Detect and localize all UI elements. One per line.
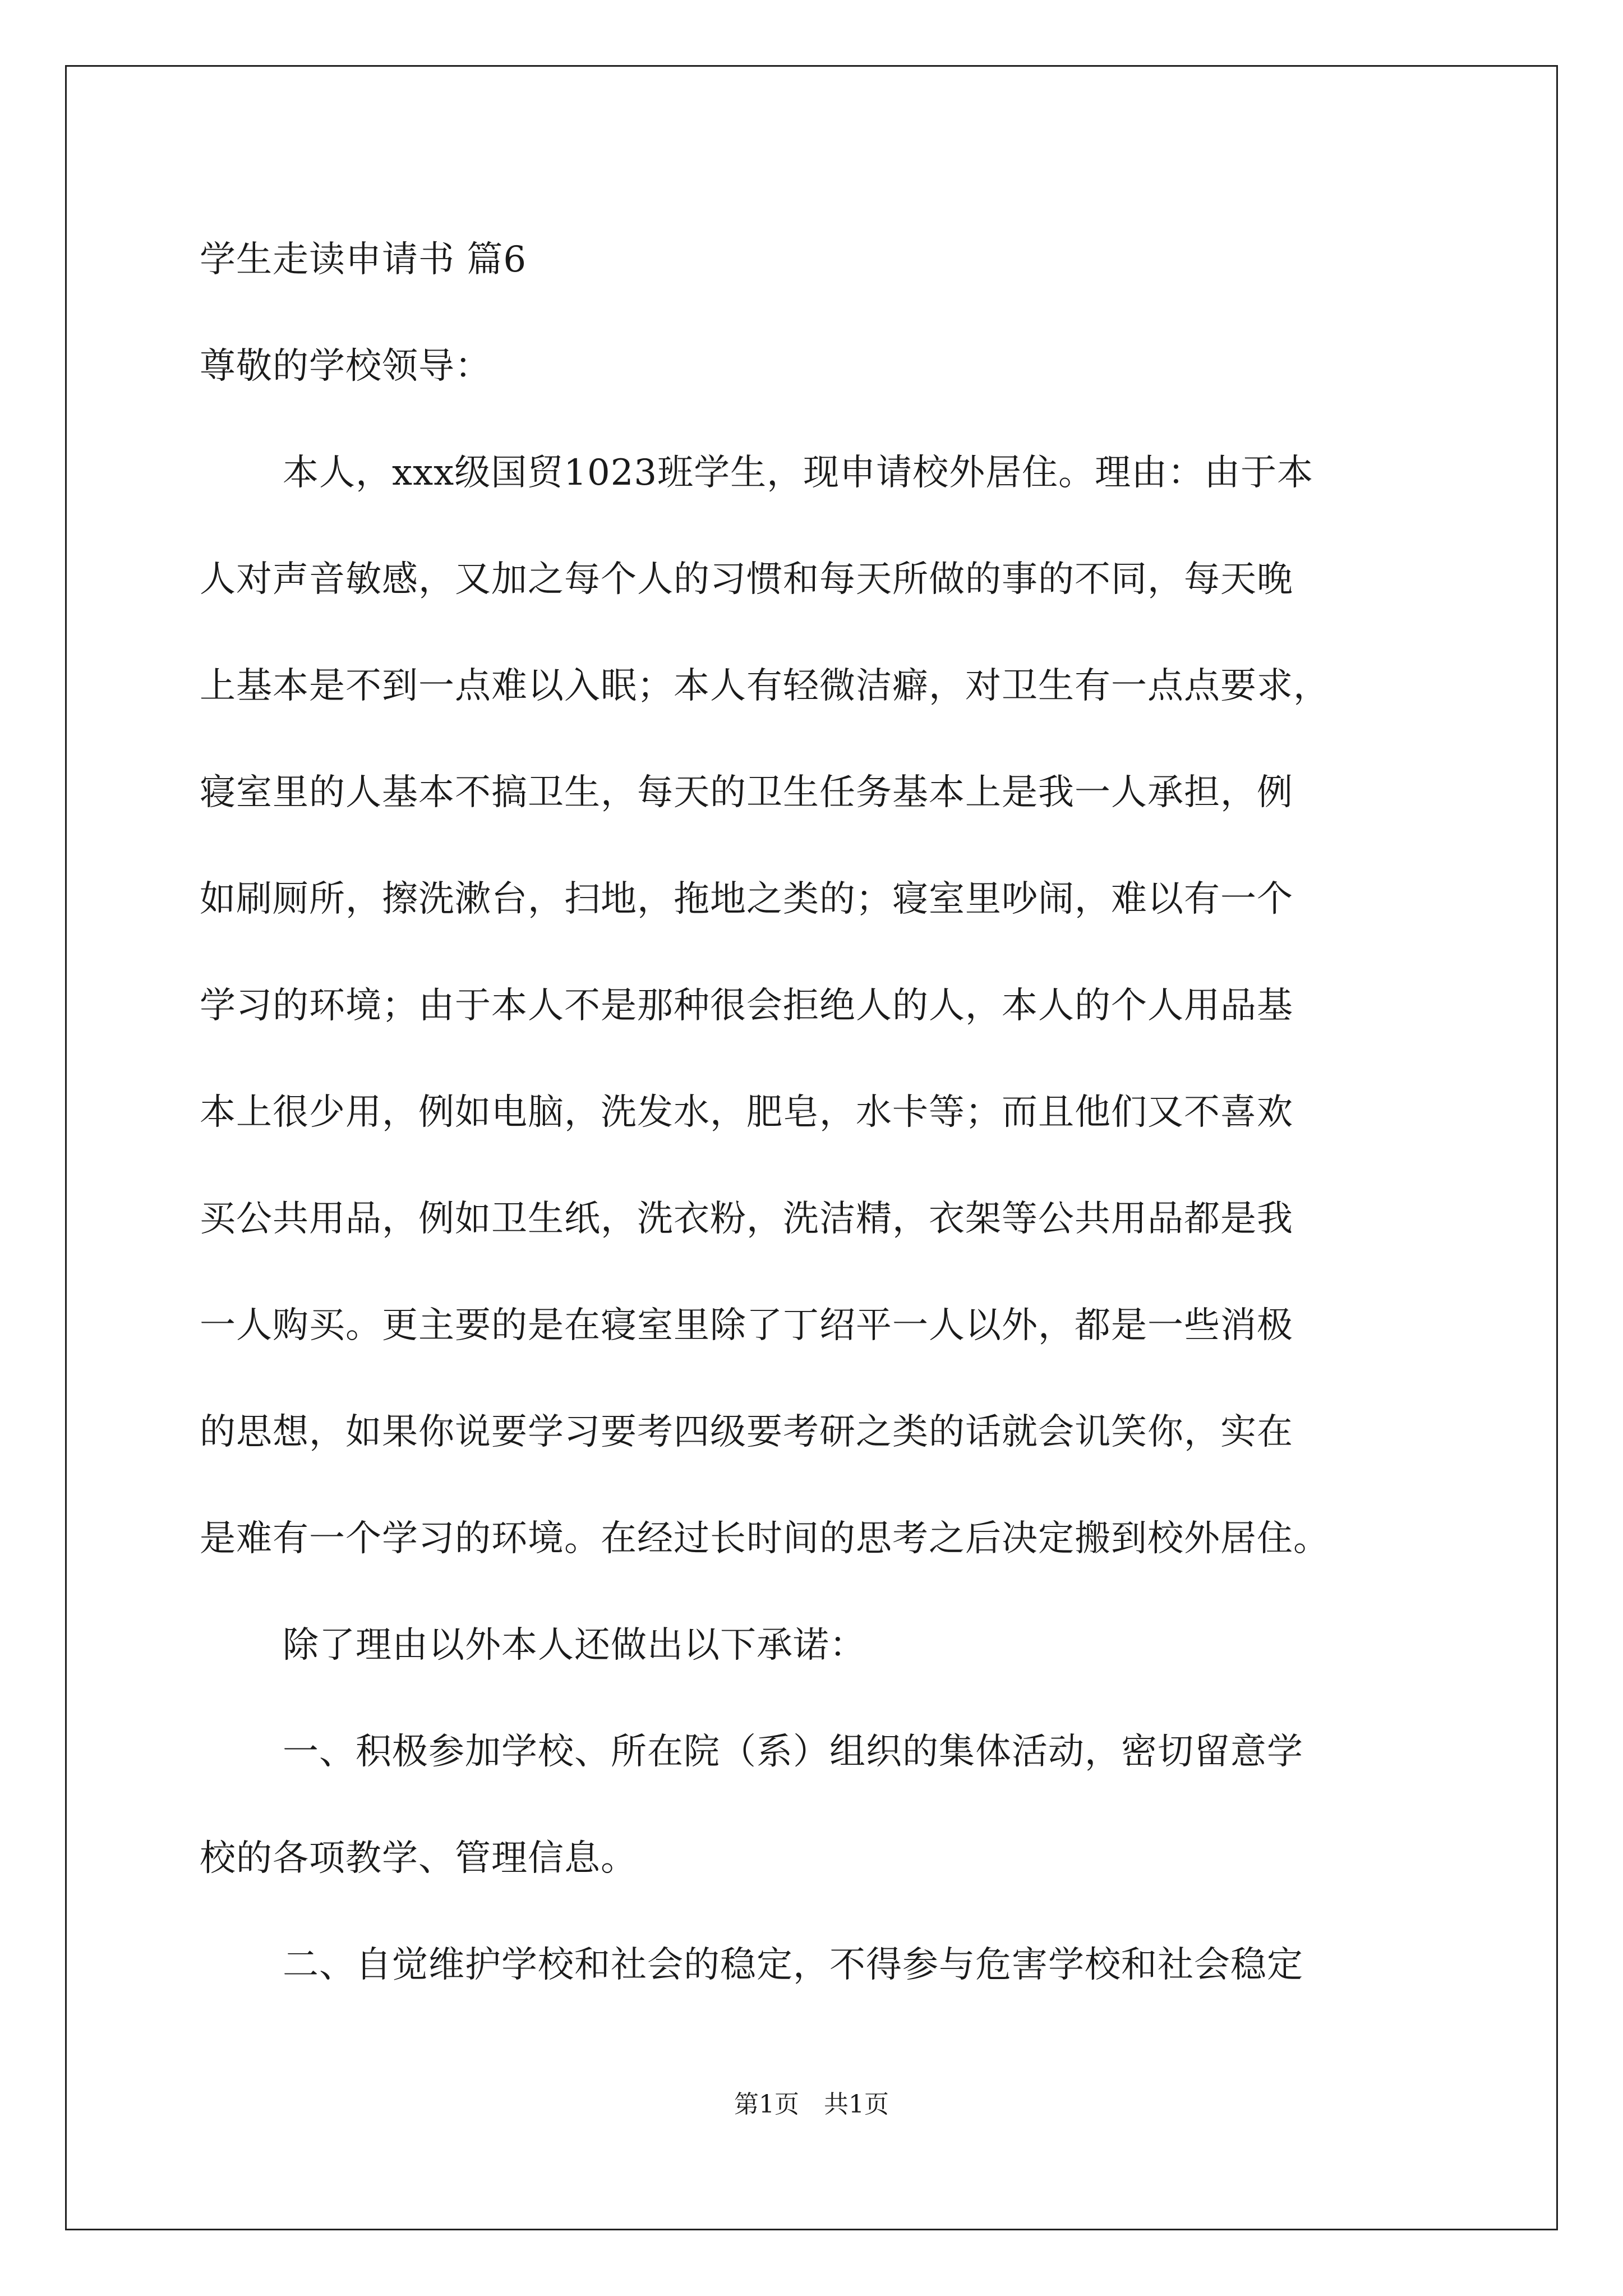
text-line: 人对声音敏感，又加之每个人的习惯和每天所做的事的不同，每天晚 xyxy=(200,559,1293,600)
text-line: 学习的环境；由于本人不是那种很会拒绝人的人，本人的个人用品基 xyxy=(200,985,1293,1027)
text-line: 一人购买。更主要的是在寝室里除了丁绍平一人以外，都是一些消极 xyxy=(200,1305,1293,1346)
document-body xyxy=(200,206,1433,2018)
text-line: 寝室里的人基本不搞卫生，每天的卫生任务基本上是我一人承担，例 xyxy=(200,772,1293,813)
text-line: 二、自觉维护学校和社会的稳定，不得参与危害学校和社会稳定 xyxy=(283,1944,1303,1986)
salutation: 尊敬的学校领导： xyxy=(200,346,491,387)
text-line: 买公共用品，例如卫生纸，洗衣粉，洗洁精，衣架等公共用品都是我 xyxy=(200,1198,1293,1240)
text-line: 一、积极参加学校、所在院（系）组织的集体活动，密切留意学 xyxy=(283,1731,1303,1773)
text-line: 校的各项教学、管理信息。 xyxy=(200,1838,637,1879)
text-line: 本上很少用，例如电脑，洗发水，肥皂，水卡等；而且他们又不喜欢 xyxy=(200,1092,1293,1133)
page-footer: 第1页 共1页 xyxy=(734,2090,889,2119)
text-line: 上基本是不到一点难以入眠；本人有轻微洁癖，对卫生有一点点要求， xyxy=(200,665,1330,707)
text-line: 的思想，如果你说要学习要考四级要考研之类的话就会讥笑你，实在 xyxy=(200,1411,1293,1453)
text-line: 如刷厕所，擦洗漱台，扫地，拖地之类的；寝室里吵闹，难以有一个 xyxy=(200,878,1293,920)
text-line: 除了理由以外本人还做出以下承诺： xyxy=(283,1625,866,1666)
document-heading: 学生走读申请书 篇6 xyxy=(200,239,527,280)
text-line: 本人，xxx级国贸1023班学生，现申请校外居住。理由：由于本 xyxy=(283,452,1314,494)
text-line: 是难有一个学习的环境。在经过长时间的思考之后决定搬到校外居住。 xyxy=(200,1518,1330,1559)
